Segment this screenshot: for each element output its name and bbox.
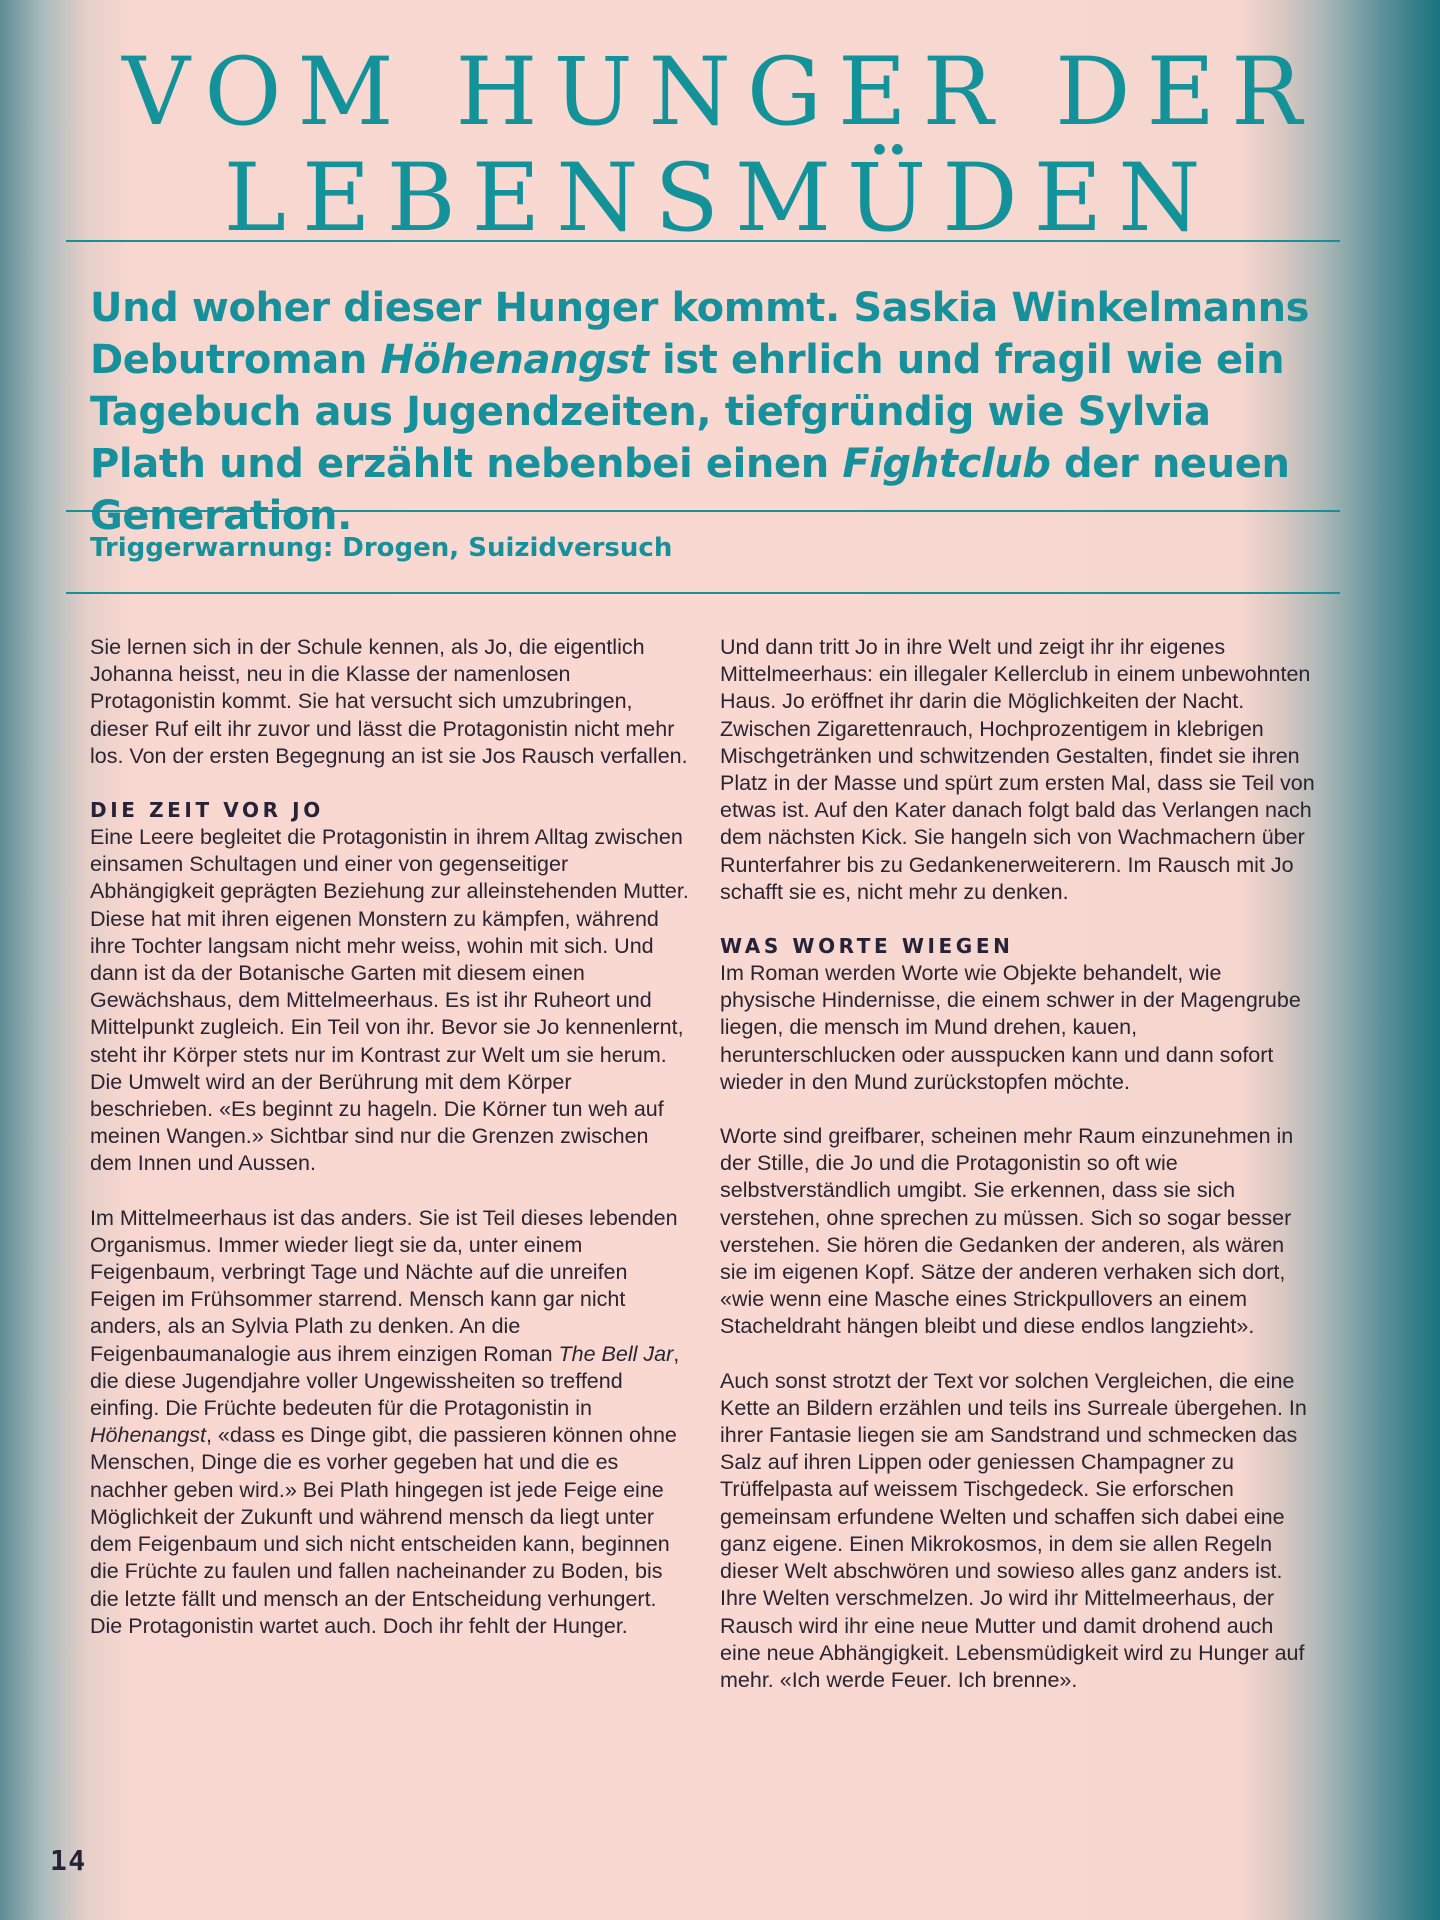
bell-jar-title: The Bell Jar [558,1341,674,1366]
lead-book-title: Höhenangst [380,337,649,383]
divider-bottom [66,592,1340,594]
hoehenangst-title: Höhenangst [90,1423,206,1448]
right-paragraph-1: Und dann tritt Jo in ihre Welt und zeigt ihr ihr eigenes Mittelmeerhaus: ein illegaler Kellerclub in einem unbewohnten Haus. Jo eröffnet ihr darin die Möglichkeiten der Nacht. Zwischen Zigarettenrauch, Hochprozentigem in klebrigen Mischgetränken und schwitzenden Gestalten, findet sie ihren Platz in der Masse und spürt zum ersten Mal, dass sie Teil von etwas ist. Auf den Kater danach folgt bald das Verlangen nach dem nächsten Kick. Sie hangeln sich von Wachmachern über Runterfahrer bis zu Gedankenerweiterern. Im Rausch mit Jo schafft sie es, nicht mehr zu denken. [720,635,1315,904]
right-paragraph-4: Auch sonst strotzt der Text vor solchen Vergleichen, die eine Kette an Bildern erzählen und teils ins Surreale übergehen. In ihrer Fantasie liegen sie am Sandstrand und schmecken das Salz auf ihren Lippen oder geniessen Champagner zu Trüffelpasta auf weissem Tischgedeck. Sie erforschen gemeinsam erfundene Welten und schaffen sich dabei eine ganz eigene. Einen Mikrokosmos, in dem sie allen Regeln dieser Welt abschwören und sowieso alles ganz anders ist. Ihre Welten verschmelzen. Jo wird ihr Mittelmeerhaus, der Rausch wird ihr eine neue Mutter und damit drohend auch eine neue Abhängigkeit. Lebensmüdigkeit wird zu Hunger auf mehr. «Ich werde Feuer. Ich brenne». [720,1368,1307,1692]
divider-top [66,240,1340,242]
page-number: 14 [50,1844,87,1877]
left-paragraph-3-text-a: Im Mittelmeerhaus ist das anders. Sie ist Teil dieses lebenden Organismus. Immer wieder liegt sie da, unter einem Feigenbaum, verbringt Tage und Nächte auf die unreifen Feigen im Frühsommer starrend. Mensch kann gar nicht anders, als an Sylvia Plath zu denken. An die Feigenbaumanalogie aus ihrem einzigen Roman [90,1205,678,1366]
left-paragraph-1: Sie lernen sich in der Schule kennen, als Jo, die eigentlich Johanna heisst, neu in die Klasse der namenlosen Protagonistin kommt. Sie hat versucht sich umzubringen, dieser Ruf eilt ihr zuvor und lässt die Protagonistin nicht mehr los. Von der ersten Begegnung an ist sie Jos Rausch verfallen. [90,635,688,768]
article-title-line-2: LEBENSMÜDEN [223,144,1217,253]
left-paragraph-2: Eine Leere begleitet die Protagonistin in ihrem Alltag zwischen einsamen Schultagen und einer von gegenseitiger Abhängigkeit geprägten Beziehung zur alleinstehenden Mutter. Diese hat mit ihren eigenen Monstern zu kämpfen, während ihre Tochter langsam nicht mehr weiss, wohin mit sich. Und dann ist da der Botanische Garten mit diesem einen Gewächshaus, dem Mittelmeerhaus. Es ist ihr Ruheort und Mittelpunkt zugleich. Ein Teil von ihr. Bevor sie Jo kennenlernt, steht ihr Körper stets nur im Kontrast zur Welt um sie herum. Die Umwelt wird an der Berührung mit dem Körper beschrieben. «Es beginnt zu hageln. Die Körner tun weh auf meinen Wangen.» Sichtbar sind nur die Grenzen zwischen dem Innen und Aussen. [90,825,689,1176]
left-paragraph-3 [90,1205,690,1640]
left-paragraph-3-text-c: , «dass es Dinge gibt, die passieren können ohne Menschen, Dinge die es vorher gegeben hat und die es nachher geben wird.» Bei Plath hingegen ist jede Feige eine Möglichkeit der Zukunft und während mensch da liegt unter dem Feigenbaum und sich nicht entscheiden kann, beginnen die Früchte zu faulen und fallen nacheinander zu Boden, bis die letzte fällt und mensch an der Entscheidung verhungert. Die Protagonistin wartet auch. Doch ihr fehlt der Hunger. [90,1423,677,1638]
right-paragraph-3: Worte sind greifbarer, scheinen mehr Raum einzunehmen in der Stille, die Jo und die Protagonistin so oft wie selbstverständlich umgibt. Sie erkennen, dass sie sich verstehen, ohne sprechen zu müssen. Sich so sogar besser verstehen. Sie hören die Gedanken der anderen, als wären sie im eigenen Kopf. Sätze der anderen verhaken sich dort, «wie wenn eine Masche eines Strickpullovers an einem Stacheldraht hängen bleibt und diese endlos langzieht». [720,1124,1294,1339]
section-heading-die-zeit-vor-jo: DIE ZEIT VOR JO [90,798,324,823]
section-heading-was-worte-wiegen: WAS WORTE WIEGEN [720,934,1014,959]
article-title-line-1: VOM HUNGER DER [122,38,1318,147]
divider-middle [66,510,1340,512]
lead-text-1: Und woher dieser Hunger kommt. Saskia Winkelmanns Debutroman [90,285,1310,383]
right-paragraph-2: Im Roman werden Worte wie Objekte behandelt, wie physische Hindernisse, die einem schwer in der Magengrube liegen, die mensch im Mund drehen, kauen, herunterschlucken oder ausspucken kann und dann sofort wieder in den Mund zurückstopfen möchte. [720,961,1301,1094]
trigger-warning: Triggerwarnung: Drogen, Suizidversuch [90,533,673,563]
right-column [720,634,1315,1721]
left-column [90,634,690,1667]
article-title [66,40,1374,252]
lead-film-title: Fightclub [842,441,1051,487]
lead-text-2: ist ehrlich und fragil wie ein Tagebuch aus Jugendzeiten, tiefgründig wie Sylvia Plath und erzählt nebenbei einen [90,337,1285,487]
lead-text-3: der neuen Generation. [90,441,1290,539]
left-paragraph-3-text-b: , die diese Jugendjahre voller Ungewissheiten so treffend einfing. Die Früchte bedeuten für die Protagonistin in [90,1341,680,1421]
lead-paragraph [90,282,1330,542]
